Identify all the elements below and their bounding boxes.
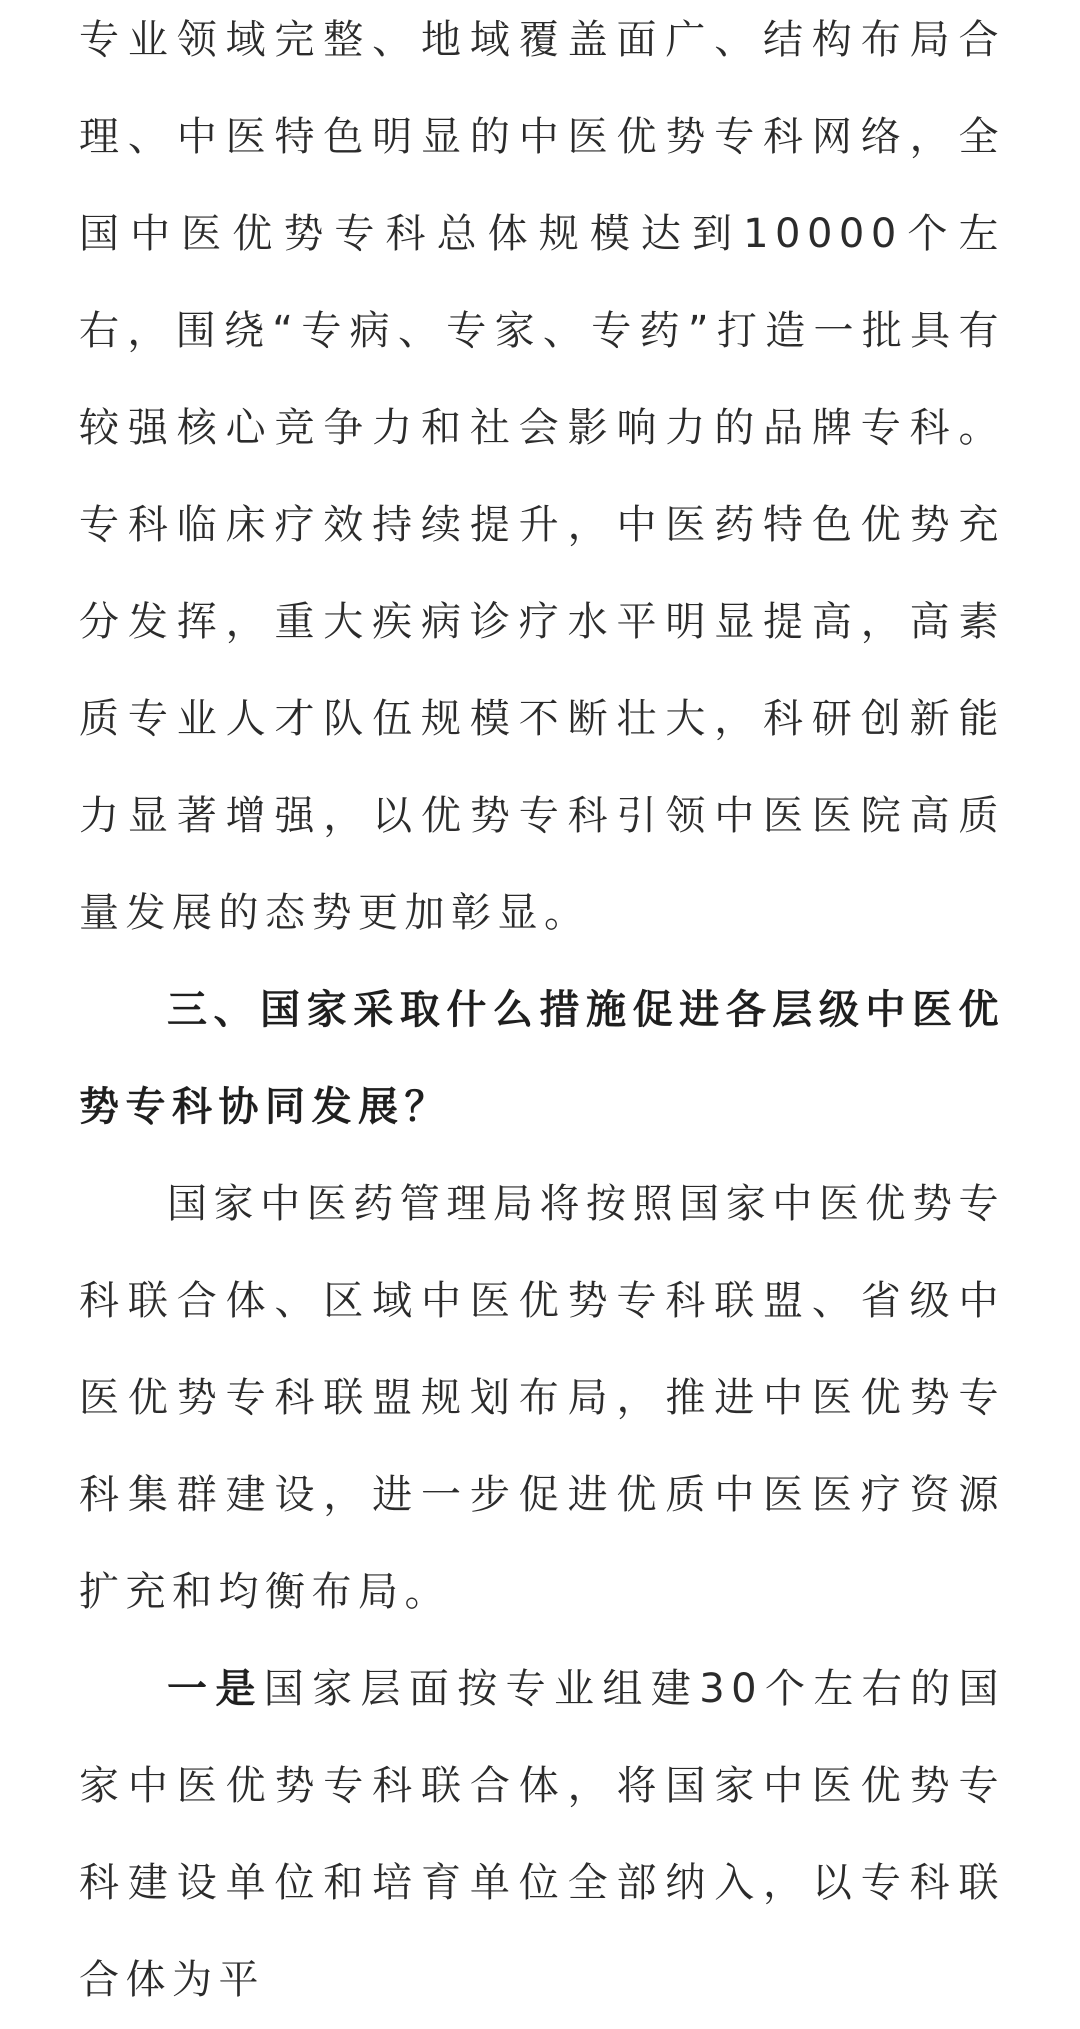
- section-heading: 三、国家采取什么措施促进各层级中医优势专科协同发展？: [79, 987, 1005, 1130]
- section-intro-paragraph: 国家中医药管理局将按照国家中医优势专科联合体、区域中医优势专科联盟、省级中医优势专科联盟规划布局，推进中医优势专科集群建设，进一步促进优质中医医疗资源扩充和均衡布局。: [79, 1181, 1005, 1615]
- point-paragraph: [79, 1641, 1005, 2029]
- point-lead-label: 一是: [167, 1666, 264, 1712]
- article-body: [79, 0, 1005, 2029]
- point-text: 国家层面按专业组建30个左右的国家中医优势专科联合体，将国家中医优势专科建设单位和培育单位全部纳入，以专科联合体为平: [79, 1666, 1005, 2003]
- paragraph-continued: 专业领域完整、地域覆盖面广、结构布局合理、中医特色明显的中医优势专科网络，全国中医优势专科总体规模达到10000个左右，围绕“专病、专家、专药”打造一批具有较强核心竞争力和社会影响力的品牌专科。专科临床疗效持续提升，中医药特色优势充分发挥，重大疾病诊疗水平明显提高，高素质专业人才队伍规模不断壮大，科研创新能力显著增强，以优势专科引领中医医院高质量发展的态势更加彰显。: [79, 17, 1005, 936]
